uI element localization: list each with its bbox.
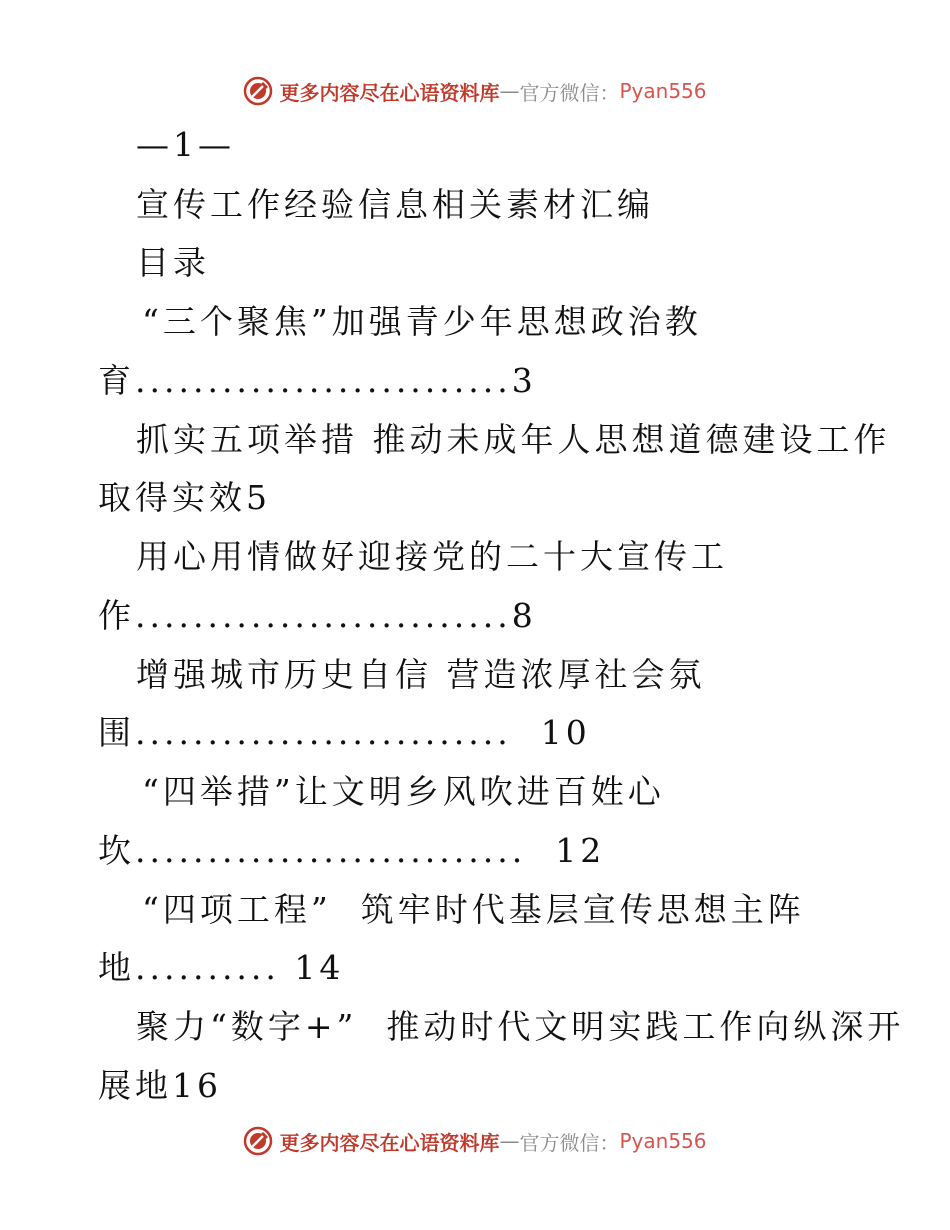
- document-title: 宣传工作经验信息相关素材汇编: [136, 185, 654, 224]
- header-watermark: [0, 71, 950, 111]
- toc-entry-5-line-1[interactable]: “四举措”让文明乡风吹进百姓心: [142, 772, 665, 811]
- watermark-wechat-id: Pyan556: [619, 79, 707, 103]
- footer-watermark: [0, 1121, 950, 1161]
- toc-entry-5-line-2[interactable]: 坎........................... 12: [98, 831, 606, 870]
- toc-entry-2-line-2[interactable]: 取得实效5: [98, 478, 271, 517]
- toc-entry-1-line-1[interactable]: “三个聚焦”加强青少年思想政治教: [142, 302, 702, 341]
- watermark-main-text: 更多内容尽在心语资料库: [279, 1130, 500, 1155]
- toc-entry-2-line-1[interactable]: 抓实五项举措 推动未成年人思想道德建设工作: [136, 420, 891, 459]
- toc-entry-6-line-2[interactable]: 地.......... 14: [98, 948, 345, 987]
- toc-entry-1-line-2[interactable]: 育..........................3: [98, 361, 537, 400]
- toc-entry-7-line-1[interactable]: 聚力“数字+” 推动时代文明实践工作向纵深开: [136, 1007, 905, 1046]
- watermark-wechat-id: Pyan556: [619, 1129, 707, 1153]
- seal-logo-icon: [243, 76, 273, 106]
- page-marker: —1—: [136, 125, 235, 164]
- toc-entry-4-line-2[interactable]: 围.......................... 10: [98, 713, 591, 752]
- toc-entry-6-line-1[interactable]: “四项工程” 筑牢时代基层宣传思想主阵: [142, 890, 805, 929]
- toc-entry-3-line-2[interactable]: 作..........................8: [98, 596, 537, 635]
- watermark-main-text: 更多内容尽在心语资料库: [279, 80, 500, 105]
- toc-entry-3-line-1[interactable]: 用心用情做好迎接党的二十大宣传工: [136, 537, 728, 576]
- watermark-wechat-label: 官方微信：: [519, 80, 620, 105]
- toc-heading: 目录: [136, 243, 210, 282]
- toc-entry-7-line-2[interactable]: 展地16: [98, 1066, 222, 1105]
- watermark-wechat-label: 官方微信：: [519, 1130, 620, 1155]
- toc-entry-4-line-1[interactable]: 增强城市历史自信 营造浓厚社会氛: [136, 655, 706, 694]
- watermark-separator: —: [499, 79, 520, 103]
- seal-logo-icon: [243, 1126, 273, 1156]
- watermark-separator: —: [499, 1129, 520, 1153]
